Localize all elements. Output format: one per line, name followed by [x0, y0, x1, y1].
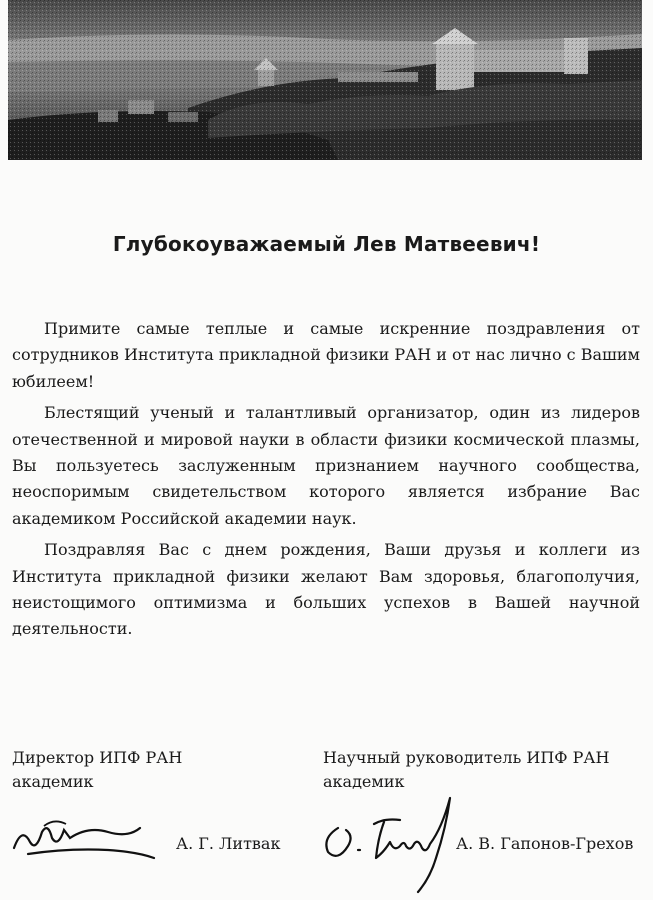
signer-name-right: А. В. Гапонов-Грехов [456, 834, 634, 853]
letter-body [12, 316, 640, 648]
handwritten-signature-right [318, 788, 458, 898]
paragraph-achievements: Блестящий ученый и талантливый организатор, один из лидеров отечественной и мировой науки в области физики космической плазмы, Вы пользуетесь заслуженным признанием научного сообщества, неоспоримым свидетельством которого является избрание Вас академиком Российской академии наук. [12, 403, 640, 528]
signer-title-right: академик [323, 772, 405, 791]
signer-position-right: Научный руководитель ИПФ РАН [323, 748, 610, 767]
paragraph-wishes: Поздравляя Вас с днем рождения, Ваши друзья и коллеги из Института прикладной физики желают Вам здоровья, благополучия, неистощимого оптимизма и больших успехов в Вашей научной деятельности. [12, 540, 640, 639]
city-landscape-photo [8, 0, 642, 160]
signer-name-left: А. Г. Литвак [176, 834, 281, 853]
signer-position-left: Директор ИПФ РАН [12, 748, 183, 767]
signature-block-left [12, 746, 182, 794]
letter-heading: Глубокоуважаемый Лев Матвеевич! [112, 232, 541, 256]
handwritten-signature-left [8, 808, 158, 868]
header-photo [8, 0, 642, 160]
paragraph-congratulations: Примите самые теплые и самые искренние поздравления от сотрудников Института прикладной физики РАН и от нас лично с Вашим юбилеем! [12, 319, 640, 391]
signer-title-left: академик [12, 772, 94, 791]
signature-block-right [323, 746, 609, 794]
